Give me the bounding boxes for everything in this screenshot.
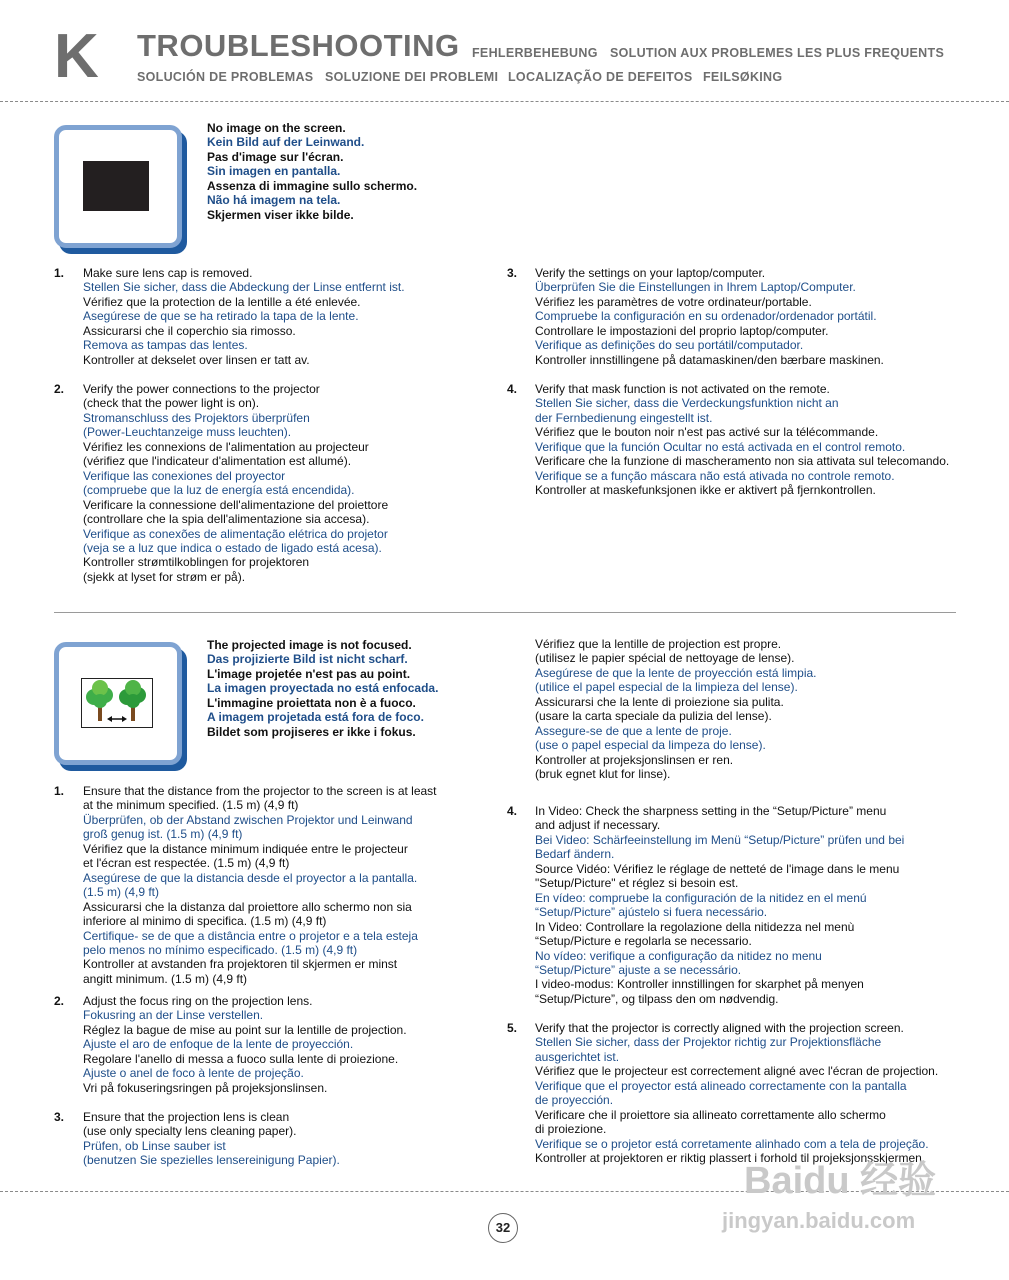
subtitle-de: FEHLERBEHEBUNG [472, 46, 598, 60]
text-line: Kontroller at dekselet over linsen er tatt av. [83, 352, 310, 367]
section-letter: K [54, 22, 99, 91]
subtitle-es: SOLUCIÓN DE PROBLEMAS [137, 70, 314, 84]
s1-step3-number: 3. [507, 266, 518, 280]
text-line: (use o papel especial da limpeza do lense). [535, 738, 766, 753]
text-line: No image on the screen. [207, 121, 346, 135]
text-line: In Video: Check the sharpness setting in the “Setup/Picture” menu [535, 804, 887, 818]
text-line: Assicurarsi che il coperchio sia rimosso. [83, 323, 296, 338]
text-line: Stellen Sie sicher, dass der Projektor richtig zur Projektionsfläche [535, 1035, 882, 1050]
s2-step2-number: 2. [54, 994, 65, 1008]
text-line: Vérifiez que la lentille de projection est propre. [535, 637, 782, 651]
text-line: La imagen proyectada no está enfocada. [207, 681, 439, 696]
header-divider [0, 101, 1009, 102]
text-line: Bedarf ändern. [535, 847, 615, 862]
text-line: groß genug ist. (1.5 m) (4,9 ft) [83, 827, 243, 842]
text-line: Vérifiez que la distance minimum indiquée entre le projecteur [83, 841, 408, 856]
text-line: Controllare le impostazioni del proprio laptop/computer. [535, 323, 829, 338]
text-line: Fokusring an der Linse verstellen. [83, 1008, 264, 1023]
text-line: L'immagine proiettata non è a fuoco. [207, 695, 416, 710]
text-line: “Setup/Picture”, og tilpass den om nødvendig. [535, 991, 779, 1006]
text-line: Ajuste el aro de enfoque de la lente de proyección. [83, 1037, 354, 1052]
text-line: Assenza di immagine sullo schermo. [207, 178, 418, 193]
text-line: di proiezione. [535, 1122, 607, 1137]
subtitle-it: SOLUZIONE DEI PROBLEMI [325, 70, 499, 84]
text-line: L'image projetée n'est pas au point. [207, 666, 411, 681]
page-number: 32 [488, 1213, 518, 1243]
text-line: Assicurarsi che la distanza dal proiettore allo schermo non sia [83, 899, 412, 914]
text-line: (use only specialty lens cleaning paper). [83, 1124, 297, 1139]
s2-step4-number: 4. [507, 804, 518, 818]
s1-step4-text [535, 382, 949, 498]
text-line: (compruebe que la luz de energía está encendida). [83, 483, 355, 498]
text-line: Verificare che il proiettore sia allineato correttamente allo schermo [535, 1107, 886, 1122]
blank-screen-icon [54, 125, 182, 248]
text-line: et l'écran est respectée. (1.5 m) (4,9 ft) [83, 856, 290, 871]
text-line: In Video: Controllare la regolazione della nitidezza nel menù [535, 919, 855, 934]
text-line: Verifique que la función Ocultar no está activada en el control remoto. [535, 439, 906, 454]
text-line: inferiore al minimo di specifica. (1.5 m) (4,9 ft) [83, 914, 327, 929]
text-line: de proyección. [535, 1093, 614, 1108]
s2-step1-number: 1. [54, 784, 65, 798]
text-line: Vérifiez que le bouton noir n'est pas activé sur la télécommande. [535, 425, 879, 440]
text-line: I video-modus: Kontroller innstillingen for skarphet på menyen [535, 977, 864, 992]
s2-step3-continued-text [535, 637, 817, 782]
text-line: Vérifiez que le projecteur est correctement aligné avec l'écran de projection. [535, 1064, 939, 1079]
watermark-logo: Baidu 经验 [744, 1160, 937, 1202]
text-line: (check that the power light is on). [83, 396, 260, 411]
section-divider [54, 612, 956, 613]
text-line: and adjust if necessary. [535, 818, 661, 833]
s2-step4-text [535, 804, 904, 1006]
text-line: Assegure-se de que a lente de proje. [535, 723, 732, 738]
text-line: (bruk egnet klut for linse). [535, 767, 671, 782]
text-line: Remova as tampas das lentes. [83, 338, 248, 353]
text-line: ausgerichtet ist. [535, 1049, 620, 1064]
text-line: En vídeo: compruebe la configuración de la nitidez en el menú [535, 890, 867, 905]
text-line: Vérifiez les paramètres de votre ordinateur/portable. [535, 294, 812, 309]
text-line: A imagem projetada está fora de foco. [207, 710, 424, 725]
text-line: (usare la carta speciale da pulizia del lense). [535, 709, 772, 724]
text-line: Verifique que el proyector está alineado correctamente con la pantalla [535, 1078, 907, 1093]
watermark-url: jingyan.baidu.com [722, 1208, 916, 1233]
text-line: Compruebe la configuración en su ordenador/ordenador portátil. [535, 309, 877, 324]
text-line: Stellen Sie sicher, dass die Verdeckungsfunktion nicht an [535, 396, 839, 411]
text-line: (benutzen Sie spezielles lensereinigung Papier). [83, 1153, 340, 1168]
text-line: (utilice el papel especial de la limpieza del lense). [535, 680, 798, 695]
text-line: Asegúrese de que la distancia desde el proyector a la pantalla. [83, 870, 418, 885]
text-line: Verificare che la funzione di mascheramento non sia attivata sul telecomando. [535, 454, 950, 469]
text-line: pelo menos no mínimo especificado. (1.5 m) (4,9 ft) [83, 942, 358, 957]
text-line: Das projizierte Bild ist nicht scharf. [207, 652, 408, 667]
s2-step2-text [83, 994, 407, 1095]
text-line: The projected image is not focused. [207, 638, 412, 652]
text-line: (veja se a luz que indica o estado de ligado está acesa). [83, 540, 382, 555]
text-line: Ensure that the distance from the projector to the screen is at least [83, 784, 437, 798]
text-line: Verifique se a função máscara não está ativada no controle remoto. [535, 468, 895, 483]
text-line: Überprüfen, ob der Abstand zwischen Projektor und Leinwand [83, 812, 413, 827]
text-line: (1.5 m) (4,9 ft) [83, 885, 160, 900]
text-line: Certifique- se de que a distância entre o projetor e a tela esteja [83, 928, 418, 943]
text-line: Regolare l'anello di messa a fuoco sulla lente di proiezione. [83, 1051, 399, 1066]
text-line: “Setup/Picture” ajústelo si fuera necessário. [535, 905, 768, 920]
trees-focus-icon [54, 642, 182, 765]
text-line: at the minimum specified. (1.5 m) (4,9 ft) [83, 798, 299, 813]
text-line: Kontroller at projeksjonslinsen er ren. [535, 752, 734, 767]
subtitle-no: FEILSØKING [703, 70, 783, 84]
s1-step1-text [83, 266, 405, 367]
text-line: Kontroller at projektoren er riktig plassert i forhold til projeksjonsskjermen. [535, 1151, 926, 1166]
text-line: Make sure lens cap is removed. [83, 266, 253, 280]
text-line: Verifique se o projetor está corretamente alinhado com a tela de projeção. [535, 1136, 929, 1151]
text-line: No vídeo: verifique a configuração da nitidez no menu [535, 948, 822, 963]
s2-step3-number: 3. [54, 1110, 65, 1124]
text-line: Réglez la bague de mise au point sur la lentille de projection. [83, 1022, 407, 1037]
text-line: Ensure that the projection lens is clean [83, 1110, 290, 1124]
text-line: Asegúrese de que se ha retirado la tapa de la lente. [83, 309, 359, 324]
text-line: Source Vidéo: Vérifiez le réglage de netteté de l'image dans le menu [535, 861, 900, 876]
text-line: Assicurarsi che la lente di proiezione sia pulita. [535, 694, 784, 709]
text-line: “Setup/Picture e regolarla se necessario. [535, 934, 752, 949]
text-line: “Setup/Picture” ajuste a se necessário. [535, 962, 742, 977]
text-line: Kein Bild auf der Leinwand. [207, 135, 365, 150]
text-line: (controllare che la spia dell'alimentazione sia accesa). [83, 512, 370, 527]
text-line: Sin imagen en pantalla. [207, 164, 341, 179]
text-line: (utilisez le papier spécial de nettoyage de lense). [535, 651, 795, 666]
section2-heading [207, 638, 438, 739]
s2-step5-text [535, 1021, 938, 1166]
text-line: Stromanschluss des Projektors überprüfen [83, 410, 310, 425]
text-line: Vri på fokuseringsringen på projeksjonslinsen. [83, 1080, 328, 1095]
text-line: Asegúrese de que la lente de proyección está limpia. [535, 665, 817, 680]
text-line: Kontroller at avstanden fra projektoren til skjermen er minst [83, 957, 398, 972]
text-line: Stellen Sie sicher, dass die Abdeckung der Linse entfernt ist. [83, 280, 405, 295]
page-title: TROUBLESHOOTING [137, 28, 460, 63]
text-line: Kontroller at maskefunksjonen ikke er aktivert på fjernkontrollen. [535, 483, 876, 498]
text-line: (vérifiez que l'indicateur d'alimentation est allumé). [83, 454, 352, 469]
text-line: angitt minimum. (1.5 m) (4,9 ft) [83, 971, 248, 986]
text-line: Bildet som projiseres er ikke i fokus. [207, 724, 416, 739]
text-line: Pas d'image sur l'écran. [207, 149, 344, 164]
subtitle-pt: LOCALIZAÇÃO DE DEFEITOS [508, 70, 693, 84]
text-line: der Fernbedienung eingestellt ist. [535, 410, 713, 425]
text-line: Verify that the projector is correctly aligned with the projection screen. [535, 1021, 904, 1035]
text-line: Verifique as definições do seu portátil/computador. [535, 338, 804, 353]
text-line: Verify the settings on your laptop/computer. [535, 266, 766, 280]
text-line: Vérifiez que la protection de la lentille a été enlevée. [83, 294, 361, 309]
text-line: (Power-Leuchtanzeige muss leuchten). [83, 425, 292, 440]
text-line: (sjekk at lyset for strøm er på). [83, 569, 246, 584]
text-line: Vérifiez les connexions de l'alimentation au projecteur [83, 439, 369, 454]
text-line: Adjust the focus ring on the projection lens. [83, 994, 313, 1008]
s2-step3-text [83, 1110, 340, 1168]
text-line: Verify that mask function is not activated on the remote. [535, 382, 830, 396]
text-line: "Setup/Picture" et réglez si besoin est. [535, 876, 739, 891]
text-line: Verifique as conexões de alimentação elétrica do projetor [83, 526, 388, 541]
s1-step2-text [83, 382, 388, 584]
s1-step4-number: 4. [507, 382, 518, 396]
text-line: Não há imagem na tela. [207, 193, 341, 208]
s1-step1-number: 1. [54, 266, 65, 280]
text-line: Verify the power connections to the projector [83, 382, 320, 396]
text-line: Verifique las conexiones del proyector [83, 468, 286, 483]
s2-step1-text [83, 784, 437, 986]
text-line: Kontroller innstillingene på datamaskinen/den bærbare maskinen. [535, 352, 884, 367]
text-line: Verificare la connessione dell'alimentazione del proiettore [83, 497, 389, 512]
text-line: Überprüfen Sie die Einstellungen in Ihrem Laptop/Computer. [535, 280, 856, 295]
s1-step3-text [535, 266, 884, 367]
subtitle-fr: SOLUTION AUX PROBLEMES LES PLUS FREQUENTS [610, 46, 945, 60]
text-line: Ajuste o anel de foco à lente de projeção. [83, 1066, 304, 1081]
s1-step2-number: 2. [54, 382, 65, 396]
text-line: Bei Video: Schärfeeinstellung im Menü “Setup/Picture” prüfen und bei [535, 832, 905, 847]
text-line: Prüfen, ob Linse sauber ist [83, 1138, 226, 1153]
s2-step5-number: 5. [507, 1021, 518, 1035]
text-line: Kontroller strømtilkoblingen for projektoren [83, 555, 310, 570]
section1-heading [207, 121, 417, 222]
text-line: Skjermen viser ikke bilde. [207, 207, 354, 222]
